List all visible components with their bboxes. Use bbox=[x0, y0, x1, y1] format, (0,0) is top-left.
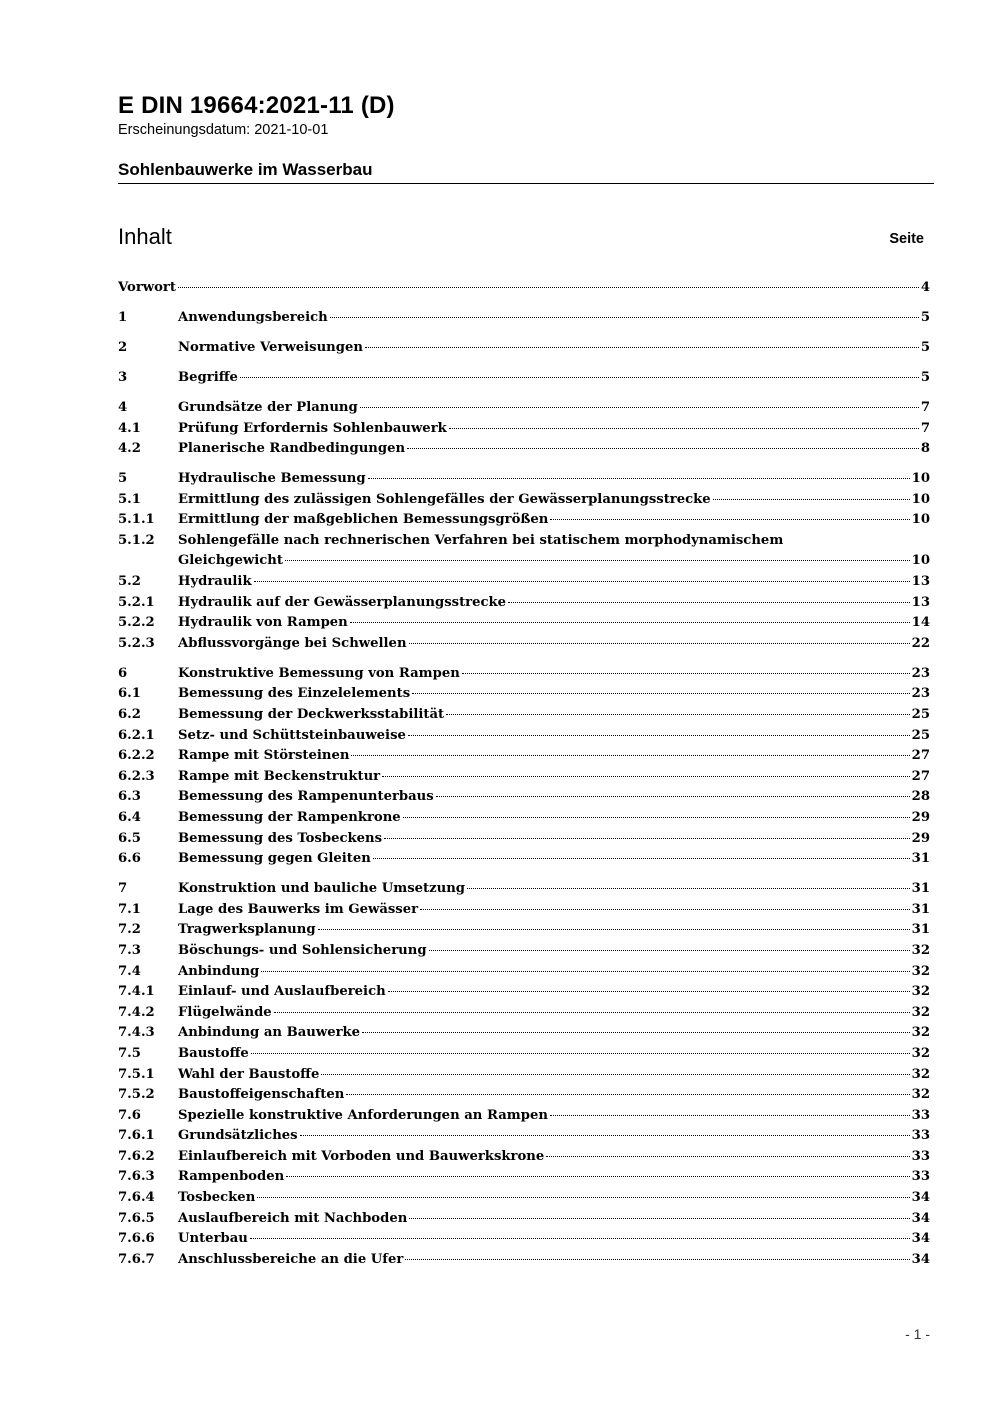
toc-entry[interactable] bbox=[118, 748, 930, 769]
document-id: E DIN 19664:2021-11 (D) bbox=[118, 92, 395, 119]
toc-dot-leader bbox=[240, 377, 919, 378]
toc-entry-title: Böschungs- und Sohlensicherung bbox=[178, 942, 427, 958]
toc-dot-leader bbox=[508, 602, 910, 603]
toc-entry-page: 33 bbox=[911, 1148, 930, 1164]
toc-entry-title: Bemessung des Rampenunterbaus bbox=[178, 789, 434, 805]
toc-entry-title: Abflussvorgänge bei Schwellen bbox=[178, 635, 407, 651]
toc-entry-title: Bemessung der Rampenkrone bbox=[178, 810, 401, 825]
toc-entry-title: Grundsätze der Planung bbox=[178, 399, 358, 415]
toc-entry-title: Setz- und Schüttsteinbauweise bbox=[178, 727, 406, 743]
toc-entry-title: Tragwerksplanung bbox=[178, 922, 316, 938]
toc-entry[interactable] bbox=[118, 1169, 930, 1190]
toc-entry[interactable] bbox=[118, 810, 930, 831]
toc-entry[interactable] bbox=[118, 686, 930, 707]
toc-entry-title: Flügelwände bbox=[178, 1004, 272, 1020]
toc-entry-page: 32 bbox=[911, 984, 930, 1000]
toc-entry-number: 5.1.2 bbox=[118, 532, 155, 548]
toc-dot-leader bbox=[286, 1176, 909, 1177]
toc-entry[interactable] bbox=[118, 615, 930, 636]
toc-entry-page: 8 bbox=[920, 441, 930, 457]
toc-entry-title: Wahl der Baustoffe bbox=[178, 1066, 320, 1082]
toc-entry[interactable] bbox=[118, 512, 930, 533]
toc-dot-leader bbox=[407, 448, 919, 449]
toc-dot-leader bbox=[321, 1074, 909, 1075]
toc-entry-number: 6.2.3 bbox=[118, 768, 155, 784]
toc-entry[interactable] bbox=[118, 851, 930, 872]
toc-entry-title: Spezielle konstruktive Anforderungen an Rampen bbox=[178, 1107, 548, 1123]
toc-entry-title: Konstruktive Bemessung von Rampen bbox=[178, 665, 460, 681]
toc-dot-leader bbox=[330, 317, 919, 318]
toc-dot-leader bbox=[261, 971, 909, 972]
toc-entry-title: Baustoffe bbox=[178, 1045, 249, 1061]
toc-entry-number: 6.6 bbox=[118, 851, 141, 867]
toc-entry-page: 7 bbox=[920, 420, 930, 436]
toc-entry[interactable] bbox=[118, 1025, 930, 1046]
toc-entry[interactable] bbox=[118, 1108, 930, 1129]
toc-entry-title: Anschlussbereiche an die Ufer bbox=[178, 1251, 404, 1267]
toc-entry-number: 6.2.2 bbox=[118, 748, 155, 764]
toc-entry-page: 10 bbox=[911, 553, 930, 569]
toc-dot-leader bbox=[351, 755, 909, 756]
toc-entry-title: Rampenboden bbox=[178, 1169, 285, 1185]
toc-entry[interactable] bbox=[118, 789, 930, 810]
toc-entry-title: Ermittlung des zulässigen Sohlengefälles der Gewässerplanungsstrecke bbox=[178, 491, 711, 507]
toc-entry[interactable] bbox=[118, 1211, 930, 1232]
toc-entry-number: 5.2 bbox=[118, 574, 141, 590]
toc-entry-title: Einlaufbereich mit Vorboden und Bauwerkskrone bbox=[178, 1148, 545, 1164]
toc-dot-leader bbox=[409, 1218, 909, 1219]
toc-entry-number: 6.4 bbox=[118, 810, 141, 825]
toc-dot-leader bbox=[462, 673, 910, 674]
toc-dot-leader bbox=[550, 519, 909, 520]
toc-dot-leader bbox=[365, 347, 919, 348]
toc-entry[interactable] bbox=[118, 1087, 930, 1108]
toc-entry-title: Konstruktion und bauliche Umsetzung bbox=[178, 881, 466, 897]
table-of-contents bbox=[118, 280, 930, 1272]
toc-entry-page: 34 bbox=[911, 1210, 930, 1226]
toc-entry-number: 7.5.1 bbox=[118, 1066, 155, 1082]
toc-entry-title: Bemessung des Tosbeckens bbox=[178, 830, 383, 846]
toc-entry[interactable] bbox=[118, 881, 930, 902]
toc-entry-title: Anbindung an Bauwerke bbox=[178, 1025, 361, 1041]
toc-entry-number: 7.6.3 bbox=[118, 1169, 155, 1185]
toc-entry-number: 5.2.1 bbox=[118, 594, 155, 610]
toc-entry-page: 31 bbox=[911, 881, 930, 897]
toc-entry-title: Anwendungsbereich bbox=[178, 309, 328, 325]
toc-entry-page: 27 bbox=[911, 768, 930, 784]
toc-entry-title: Hydraulische Bemessung bbox=[178, 471, 366, 487]
toc-entry-page: 32 bbox=[911, 1045, 930, 1061]
toc-entry-number: 7.6.5 bbox=[118, 1210, 155, 1226]
toc-dot-leader bbox=[384, 838, 910, 839]
toc-entry-number: 7.6.7 bbox=[118, 1251, 155, 1267]
toc-entry-title: Begriffe bbox=[178, 369, 238, 385]
toc-entry-page: 4 bbox=[920, 280, 930, 295]
toc-title: Inhalt bbox=[118, 224, 172, 249]
toc-entry-number: 4 bbox=[118, 399, 128, 415]
toc-entry-page: 25 bbox=[911, 707, 930, 723]
toc-entry-title: Normative Verweisungen bbox=[178, 339, 363, 355]
header-divider bbox=[118, 183, 934, 184]
toc-entry-page: 25 bbox=[911, 727, 930, 743]
toc-entry-page: 28 bbox=[911, 789, 930, 805]
toc-entry-title: Bemessung gegen Gleiten bbox=[178, 851, 371, 867]
toc-dot-leader bbox=[250, 1238, 910, 1239]
toc-entry[interactable] bbox=[118, 595, 930, 616]
toc-entry[interactable] bbox=[118, 636, 930, 657]
toc-entry[interactable] bbox=[118, 280, 930, 301]
toc-entry-title: Ermittlung der maßgeblichen Bemessungsgrößen bbox=[178, 512, 549, 528]
toc-entry[interactable] bbox=[118, 471, 930, 492]
toc-entry-title: Tosbecken bbox=[178, 1190, 256, 1206]
toc-entry-page: 32 bbox=[911, 942, 930, 958]
toc-entry-number: 5.2.3 bbox=[118, 635, 155, 651]
toc-entry-title: Lage des Bauwerks im Gewässer bbox=[178, 901, 419, 917]
toc-entry[interactable] bbox=[118, 492, 930, 513]
toc-entry-page: 29 bbox=[911, 830, 930, 846]
toc-entry-title: Hydraulik auf der Gewässerplanungsstrecke bbox=[178, 594, 507, 610]
toc-dot-leader bbox=[412, 693, 910, 694]
toc-dot-leader bbox=[446, 714, 909, 715]
toc-entry[interactable] bbox=[118, 1067, 930, 1088]
toc-entry-number: 1 bbox=[118, 309, 128, 325]
toc-entry-number: 7.4.2 bbox=[118, 1004, 155, 1020]
toc-entry-title: Prüfung Erfordernis Sohlenbauwerk bbox=[178, 420, 447, 436]
toc-page-column-label: Seite bbox=[889, 231, 924, 247]
toc-entry[interactable] bbox=[118, 769, 930, 790]
toc-entry-number: 7.3 bbox=[118, 942, 141, 958]
toc-entry-page: 13 bbox=[911, 574, 930, 590]
publication-date: Erscheinungsdatum: 2021-10-01 bbox=[118, 122, 329, 138]
toc-entry[interactable] bbox=[118, 574, 930, 595]
toc-entry[interactable] bbox=[118, 1005, 930, 1026]
toc-dot-leader bbox=[429, 950, 910, 951]
toc-entry-title: Einlauf- und Auslaufbereich bbox=[178, 984, 386, 1000]
toc-dot-leader bbox=[251, 1053, 910, 1054]
toc-entry-number: 6.1 bbox=[118, 686, 141, 702]
toc-entry-page: 29 bbox=[911, 810, 930, 825]
toc-entry-title: Hydraulik von Rampen bbox=[178, 615, 348, 631]
toc-dot-leader bbox=[405, 1259, 909, 1260]
toc-entry-title: Gleichgewicht bbox=[178, 553, 283, 569]
toc-dot-leader bbox=[318, 929, 910, 930]
toc-entry[interactable] bbox=[118, 553, 930, 574]
toc-dot-leader bbox=[257, 1197, 909, 1198]
toc-entry[interactable] bbox=[118, 1231, 930, 1252]
document-subject: Sohlenbauwerke im Wasserbau bbox=[118, 160, 373, 179]
toc-dot-leader bbox=[409, 643, 910, 644]
toc-dot-leader bbox=[285, 560, 910, 561]
toc-entry[interactable] bbox=[118, 902, 930, 923]
toc-entry-title: Hydraulik bbox=[178, 574, 252, 590]
toc-dot-leader bbox=[467, 888, 910, 889]
toc-entry[interactable] bbox=[118, 1252, 930, 1273]
toc-entry-number: 7.5 bbox=[118, 1045, 141, 1061]
toc-entry[interactable] bbox=[118, 964, 930, 985]
toc-entry-page: 10 bbox=[911, 471, 930, 487]
toc-entry-number: 7.1 bbox=[118, 901, 141, 917]
toc-dot-leader bbox=[178, 287, 919, 288]
toc-dot-leader bbox=[546, 1156, 909, 1157]
toc-entry-title: Rampe mit Beckenstruktur bbox=[178, 768, 381, 784]
toc-dot-leader bbox=[346, 1094, 909, 1095]
toc-entry-page: 31 bbox=[911, 851, 930, 867]
toc-entry-number: 6.5 bbox=[118, 830, 141, 846]
toc-entry[interactable] bbox=[118, 340, 930, 361]
toc-entry[interactable] bbox=[118, 533, 930, 554]
toc-entry-page: 10 bbox=[911, 512, 930, 528]
toc-dot-leader bbox=[254, 581, 910, 582]
toc-entry-page: 23 bbox=[911, 665, 930, 681]
toc-entry-title: Anbindung bbox=[178, 963, 260, 979]
toc-entry-number: 2 bbox=[118, 339, 128, 355]
toc-dot-leader bbox=[449, 428, 919, 429]
toc-dot-leader bbox=[420, 909, 910, 910]
toc-entry-page: 32 bbox=[911, 1004, 930, 1020]
toc-entry[interactable] bbox=[118, 728, 930, 749]
toc-entry-page: 34 bbox=[911, 1251, 930, 1267]
toc-entry-title: Grundsätzliches bbox=[178, 1128, 298, 1144]
toc-entry-title: Bemessung des Einzelelements bbox=[178, 686, 411, 702]
toc-entry-number: 7.6 bbox=[118, 1107, 141, 1123]
toc-entry-title: Bemessung der Deckwerksstabilität bbox=[178, 707, 445, 723]
toc-entry-title: Planerische Randbedingungen bbox=[178, 441, 406, 457]
toc-entry[interactable] bbox=[118, 1046, 930, 1067]
toc-entry-number: 7.6.4 bbox=[118, 1190, 155, 1206]
toc-entry-page: 33 bbox=[911, 1169, 930, 1185]
toc-entry-number: 6.2.1 bbox=[118, 727, 155, 743]
toc-dot-leader bbox=[373, 858, 910, 859]
toc-entry-number: 7.2 bbox=[118, 922, 141, 938]
toc-entry-page: 32 bbox=[911, 1066, 930, 1082]
toc-entry-page: 10 bbox=[911, 491, 930, 507]
toc-entry[interactable] bbox=[118, 441, 930, 462]
toc-entry[interactable] bbox=[118, 943, 930, 964]
toc-dot-leader bbox=[350, 622, 910, 623]
toc-dot-leader bbox=[403, 817, 910, 818]
toc-entry-number: 7.4.3 bbox=[118, 1025, 155, 1041]
toc-dot-leader bbox=[388, 991, 910, 992]
toc-entry-page: 5 bbox=[920, 309, 930, 325]
toc-dot-leader bbox=[713, 499, 910, 500]
toc-entry-number: 5.1.1 bbox=[118, 512, 155, 528]
toc-entry-number: 5.1 bbox=[118, 491, 141, 507]
toc-entry-number: 5.2.2 bbox=[118, 615, 155, 631]
toc-entry-title: Sohlengefälle nach rechnerischen Verfahren bei statischem morphodynamischem bbox=[178, 532, 784, 548]
toc-dot-leader bbox=[382, 776, 910, 777]
toc-entry-page: 32 bbox=[911, 1087, 930, 1103]
toc-entry-title: Baustoffeigenschaften bbox=[178, 1087, 345, 1103]
toc-entry-page: 27 bbox=[911, 748, 930, 764]
toc-entry-page: 32 bbox=[911, 963, 930, 979]
toc-entry-page: 5 bbox=[920, 369, 930, 385]
toc-entry-title: Unterbau bbox=[178, 1231, 248, 1247]
toc-entry-number: 7.4 bbox=[118, 963, 141, 979]
toc-entry-page: 14 bbox=[911, 615, 930, 631]
toc-entry[interactable] bbox=[118, 1190, 930, 1211]
toc-entry[interactable] bbox=[118, 310, 930, 331]
toc-entry-page: 7 bbox=[920, 399, 930, 415]
toc-entry-page: 22 bbox=[911, 635, 930, 651]
toc-entry-page: 33 bbox=[911, 1128, 930, 1144]
toc-entry-page: 13 bbox=[911, 594, 930, 610]
toc-entry-number: 7.4.1 bbox=[118, 984, 155, 1000]
toc-entry[interactable] bbox=[118, 1149, 930, 1170]
toc-entry-number: 7.6.2 bbox=[118, 1148, 155, 1164]
toc-entry-number: 7.6.6 bbox=[118, 1231, 155, 1247]
toc-entry-page: 32 bbox=[911, 1025, 930, 1041]
toc-entry[interactable] bbox=[118, 421, 930, 442]
toc-entry-number: 7 bbox=[118, 881, 128, 897]
toc-entry[interactable] bbox=[118, 831, 930, 852]
toc-entry[interactable] bbox=[118, 984, 930, 1005]
toc-entry-number: 4.2 bbox=[118, 441, 141, 457]
toc-dot-leader bbox=[362, 1032, 910, 1033]
toc-entry-number: Vorwort bbox=[118, 280, 176, 295]
toc-entry-page: 31 bbox=[911, 901, 930, 917]
toc-dot-leader bbox=[300, 1135, 910, 1136]
toc-entry-page: 33 bbox=[911, 1107, 930, 1123]
toc-dot-leader bbox=[436, 796, 910, 797]
toc-entry-number: 7.6.1 bbox=[118, 1128, 155, 1144]
toc-dot-leader bbox=[274, 1012, 910, 1013]
toc-entry-page: 23 bbox=[911, 686, 930, 702]
toc-entry-number: 3 bbox=[118, 369, 128, 385]
toc-entry[interactable] bbox=[118, 707, 930, 728]
toc-entry-title: Auslaufbereich mit Nachboden bbox=[178, 1210, 408, 1226]
toc-entry-number: 6.3 bbox=[118, 789, 141, 805]
toc-entry[interactable] bbox=[118, 666, 930, 687]
toc-dot-leader bbox=[368, 478, 910, 479]
toc-entry[interactable] bbox=[118, 922, 930, 943]
toc-entry-number: 6.2 bbox=[118, 707, 141, 723]
toc-dot-leader bbox=[360, 407, 919, 408]
toc-entry-title: Rampe mit Störsteinen bbox=[178, 748, 350, 764]
toc-entry-page: 34 bbox=[911, 1231, 930, 1247]
toc-entry-page: 5 bbox=[920, 339, 930, 355]
toc-dot-leader bbox=[408, 735, 910, 736]
toc-dot-leader bbox=[550, 1115, 910, 1116]
toc-entry-number: 4.1 bbox=[118, 420, 141, 436]
toc-entry-number: 6 bbox=[118, 665, 128, 681]
toc-entry-number: 7.5.2 bbox=[118, 1087, 155, 1103]
toc-entry[interactable] bbox=[118, 400, 930, 421]
toc-entry[interactable] bbox=[118, 1128, 930, 1149]
toc-entry[interactable] bbox=[118, 370, 930, 391]
toc-entry-page: 31 bbox=[911, 922, 930, 938]
toc-entry-page: 34 bbox=[911, 1190, 930, 1206]
toc-entry-number: 5 bbox=[118, 471, 128, 487]
page-number: - 1 - bbox=[905, 1326, 930, 1342]
